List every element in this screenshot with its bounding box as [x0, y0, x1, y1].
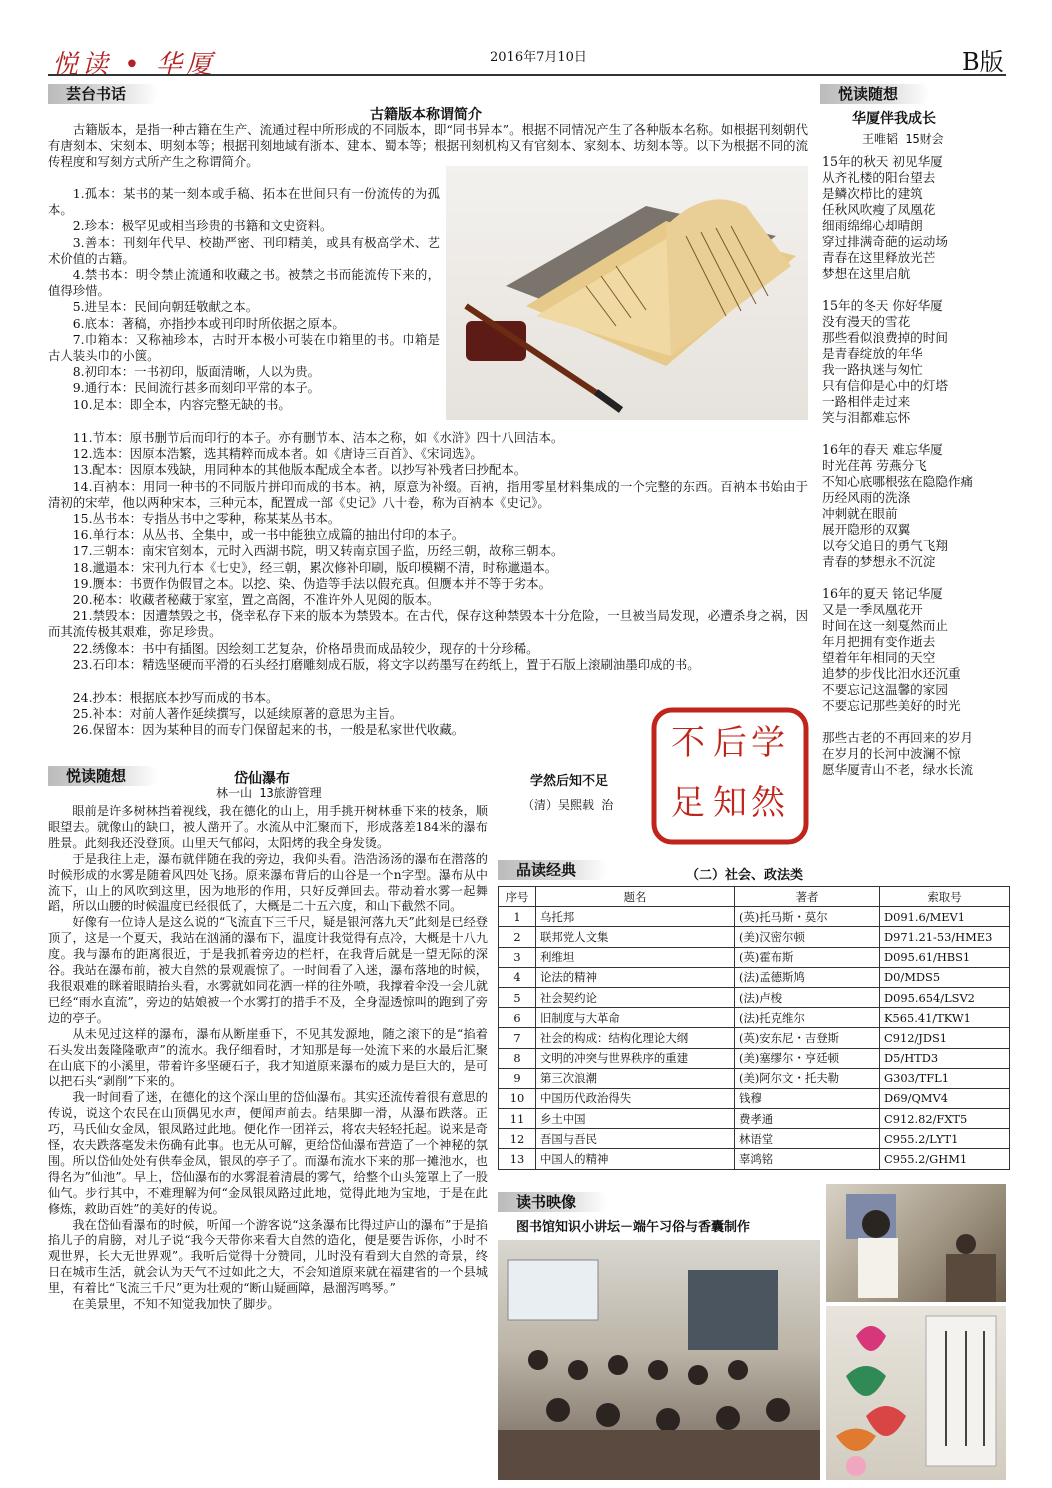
table-cell: 13 [499, 1149, 536, 1169]
poem-line: 青春的梦想永不沉淀 [822, 554, 936, 569]
table-cell: 10 [499, 1088, 536, 1108]
essay-paragraph: 我一时间看了迷，在德化的这个深山里的岱仙瀑布。其实还流传着很有意思的传说，说这个农民在山顶偶见水声，便闻声前去。结果脚一滑，从瀑布跌落。正巧，马氏仙女金凤，银凤路过此地。便化作一团祥云，将农夫轻轻托起。说来是奇怪，农夫跌落毫发未伤确有此事。也无从可解，更给岱仙瀑布营造了一个神秘的氛围。所以岱仙处处有供奉金凤，银凤的亭子了。而瀑布流水下来的那一摊池水，也得名为”仙池”。早上，岱仙瀑布的水雾混着清晨的雾气，给整个山头笼罩上了一股仙气。步行其中，不难理解为何“金凤银凤路过此地，觉得此地为宝地，于是在此修炼，救助百姓”的美好的传说。 [48, 1090, 488, 1216]
essay-body [48, 804, 488, 1313]
seal-char: 知 [713, 783, 747, 823]
section-label: 悦读随想 [838, 85, 899, 103]
poem-line: 不要忘记这温馨的家园 [822, 682, 948, 697]
seal-char: 不 [671, 723, 705, 763]
essay-paragraph: 在美景里，不知不知觉我加快了脚步。 [72, 1297, 280, 1312]
poem-author: 王唯韬 15财会 [862, 132, 944, 146]
poem-line: 不要忘记那些美好的时光 [822, 698, 961, 713]
poem-line: 不知心底哪根弦在隐隐作痛 [822, 474, 974, 489]
issue-date: 2016年7月10日 [490, 50, 587, 65]
section-tab-essay [48, 766, 158, 786]
table-cell: (英)霍布斯 [735, 947, 880, 967]
essay-paragraph: 从未见过这样的瀑布，瀑布从断崖垂下，不见其发源地，随之滚下的是“掐着石头发出轰隆隆歌声”的流水。我仔细看时，才知那是每一处流下来的水最后汇聚在山底下的小溪里，带着许多坚硬石子，我才知道原来瀑布的威力是巨大的，是可以把石头“剥削”下来的。 [48, 1026, 488, 1089]
section-label: 芸台书话 [66, 85, 127, 103]
table-cell: C912/JDS1 [880, 1028, 1010, 1048]
section-tab-poem [820, 84, 930, 104]
poem-line: 望着年年相同的天空 [822, 650, 936, 665]
table-cell: 社会的构成：结构化理论大纲 [536, 1028, 735, 1048]
section-label: 读书映像 [516, 1193, 577, 1211]
item-list-wide [48, 430, 808, 673]
list-item: 12.选本：因原本浩繁，选其精粹而成本者。如《唐诗三百首》、《宋词选》。 [72, 446, 483, 462]
speaker-illustration [826, 1184, 1006, 1302]
table-row [499, 1149, 1010, 1169]
list-item: 15.丛书本：专指丛书中之零种，称某某丛书本。 [72, 511, 341, 527]
poem-line: 在岁月的长河中波澜不惊 [822, 746, 961, 761]
poem-line: 细雨绵绵心却晴朗 [822, 218, 923, 233]
seal-stamp [650, 706, 810, 846]
essay-paragraph: 好像有一位诗人是这么说的“飞流直下三千尺，疑是银河落九天”此刻是已经登顶了，这是一个夏天，我站在汹涌的瀑布下，温度计我觉得有点冷，大概是十八九度。我与瀑布的距离很近，于是我抓着旁边的栏杆，在我背后就是一望无际的深谷。我站在瀑布前，被大自然的景观震惊了。一时间看了入迷，瀑布落地的时候，我很艰难的眯着眼睛抬头看，水雾就如同花洒一样的往外喷，我撑着伞没一会儿就已经“雨水直流”，旁边的姑娘被一个水雾打的措手不及，全身湿透惊叫的跑到了旁边的亭子。 [48, 915, 488, 1025]
masthead-rule [48, 74, 1006, 76]
section-tab-booklist [498, 860, 608, 880]
booklist-title: （二）社会、政法类 [686, 868, 804, 883]
item-list-narrow [48, 186, 440, 413]
photo-classroom [498, 1240, 820, 1480]
table-row [499, 947, 1010, 967]
table-cell: D095.654/LSV2 [880, 987, 1010, 1007]
list-item: 2.珍本：极罕见或相当珍贵的书籍和文史资料。 [72, 218, 333, 234]
list-item: 1.孤本：某书的某一刻本或手稿、拓本在世间只有一份流传的为孤本。 [48, 186, 440, 218]
poem-line: 梦想在这里启航 [822, 266, 911, 281]
essay-paragraph: 我在岱仙看瀑布的时候，听闻一个游客说“这条瀑布比得过庐山的瀑布”于是掐掐儿子的肩膀，对儿子说“我今天带你来看大自然的造化，便是要告诉你，小时不观世界，长大无世界观”。我听后觉得十分赞同，儿时没有看到大自然的奇景，终日在城市生活，就会认为天气不过如此之大，不会知道原来就在福建省的一个县城里，有着比“飞流三千尺”更为壮观的“断山疑画障，悬溜泻鸣琴。” [48, 1217, 488, 1296]
seal-illustration [650, 706, 810, 846]
table-cell: D5/HTD3 [880, 1048, 1010, 1068]
column-header: 序号 [499, 887, 536, 907]
table-row [499, 1028, 1010, 1048]
table-cell: C955.2/GHM1 [880, 1149, 1010, 1169]
section-label: 品读经典 [516, 861, 577, 879]
table-cell: 3 [499, 947, 536, 967]
poem-line: 没有漫天的雪花 [822, 314, 911, 329]
ancient-book-illustration [446, 166, 808, 420]
table-cell: 中国历代政治得失 [536, 1088, 735, 1108]
table-cell: G303/TFL1 [880, 1068, 1010, 1088]
poem-line: 笑与泪都难忘怀 [822, 410, 911, 425]
sachets-illustration [826, 1306, 1006, 1480]
table-cell: D095.61/HBS1 [880, 947, 1010, 967]
stanza-gap [822, 570, 1012, 586]
table-cell: 1 [499, 907, 536, 927]
table-cell: (美)阿尔文・托夫勒 [735, 1068, 880, 1088]
column-header: 题名 [536, 887, 735, 907]
essay-paragraph: 眼前是许多树林挡着视线，我在德化的山上，用手挑开树林垂下来的枝条，顺眼望去。就像山的缺口，被人凿开了。水流从中汇聚而下，形成落差184米的瀑布胜景。此刻我还没登顶。山里天气郁闷，太阳烤的我全身发烫。 [48, 804, 488, 850]
table-cell: 辜鸿铭 [735, 1149, 880, 1169]
table-cell: 12 [499, 1129, 536, 1149]
booklist-table [498, 886, 1010, 1170]
table-cell: 林语堂 [735, 1129, 880, 1149]
photos-caption: 图书馆知识小讲坛－端午习俗与香囊制作 [516, 1220, 751, 1235]
seal-caption: 学然后知不足 [530, 774, 609, 789]
poem-line: 从齐礼楼的阳台望去 [822, 170, 936, 185]
poem-line: 只有信仰是心中的灯塔 [822, 378, 948, 393]
poem-line: 时光荏苒 劳燕分飞 [822, 458, 927, 473]
section-label: 悦读随想 [66, 767, 127, 785]
table-cell: D971.21-53/HME3 [880, 927, 1010, 947]
stanza-gap [822, 282, 1012, 298]
list-item: 6.底本：著稿，亦指抄本或刊印时所依据之原本。 [72, 315, 345, 331]
table-cell: 11 [499, 1109, 536, 1129]
list-item: 14.百衲本：用同一种书的不同版片拼印而成的书本。衲，原意为补缀。百衲，指用零星材料集成的一个完整的东西。百衲本书始由于清初的宋荦，他以两种宋本，三种元本，配置成一部《史记》八十卷，称为百衲本《史记》。 [48, 478, 808, 510]
list-item: 5.进呈本：民间向朝廷敬献之本。 [72, 299, 259, 315]
column-header: 索取号 [880, 887, 1010, 907]
table-cell: 6 [499, 1008, 536, 1028]
table-row [499, 1048, 1010, 1068]
seal-char: 然 [751, 783, 785, 823]
column-header: 著者 [735, 887, 880, 907]
table-row [499, 1008, 1010, 1028]
table-cell: 钱穆 [735, 1088, 880, 1108]
list-item: 26.保留本：因为某种目的而专门保留起来的书，一般是私家世代收藏。 [72, 722, 465, 738]
table-row [499, 967, 1010, 987]
stanza-gap [822, 714, 1012, 730]
table-cell: K565.41/TKW1 [880, 1008, 1010, 1028]
poem-line: 一路相伴走过来 [822, 394, 911, 409]
table-row [499, 927, 1010, 947]
table-cell: 吾国与吾民 [536, 1129, 735, 1149]
table-cell: 旧制度与大革命 [536, 1008, 735, 1028]
essay-author: 林一山 13旅游管理 [216, 786, 322, 800]
poem-line: 是鳞次栉比的建筑 [822, 186, 923, 201]
table-row [499, 907, 1010, 927]
table-cell: C955.2/LYT1 [880, 1129, 1010, 1149]
article-title: 古籍版本称谓简介 [370, 107, 482, 123]
table-cell: (英)托马斯・莫尔 [735, 907, 880, 927]
table-cell: 联邦党人文集 [536, 927, 735, 947]
poem-line: 15年的秋天 初见华厦 [822, 154, 943, 169]
list-item: 4.禁书本：明令禁止流通和收藏之书。被禁之书而能流传下来的，值得珍惜。 [48, 267, 440, 299]
poem-line: 任秋风吹瘦了凤凰花 [822, 202, 936, 217]
poem-line: 以夸父追日的勇气飞翔 [822, 538, 948, 553]
poem-line: 历经风雨的洗涤 [822, 490, 911, 505]
list-item: 24.抄本：根据底本抄写而成的书本。 [72, 690, 279, 705]
seal-char: 学 [751, 723, 785, 763]
poem-line: 那些看似浪费掉的时间 [822, 330, 948, 345]
stanza-gap [822, 426, 1012, 442]
seal-char: 足 [671, 783, 705, 823]
seal-author: （清）吴熙载 治 [522, 798, 614, 812]
list-item: 8.初印本：一书初印，版面清晰，人以为贵。 [72, 364, 321, 380]
table-cell: 乌托邦 [536, 907, 735, 927]
intro-paragraph: 古籍版本，是指一种古籍在生产、流通过程中所形成的不同版本，即“同书异本”。根据不同情况产生了各种版本名称。如根据刊刻朝代有唐刻本、宋刻本、明刻本等；根据刊刻地域有浙本、建本、蜀本等；根据刊刻机构又有官刻本、家刻本、坊刻本等。以下为根据不同的流传程度和写刻方式所产生之称谓简介。 [48, 122, 808, 170]
table-cell: (法)孟德斯鸠 [735, 967, 880, 987]
table-row [499, 1129, 1010, 1149]
list-item: 21.禁毁本：因遭禁毁之书，侥幸私存下来的版本为禁毁本。在古代，保存这种禁毁本十分危险，一旦被当局发现，必遭杀身之祸，因而其流传极其艰难，弥足珍贵。 [48, 608, 808, 640]
list-item: 20.秘本：收藏者秘藏于家室，置之高阁，不准许外人见阅的版本。 [72, 592, 440, 608]
table-cell: 4 [499, 967, 536, 987]
poem-title: 华厦伴我成长 [852, 111, 936, 127]
list-item: 17.三朝本：南宋官刻本，元时入西湖书院，明又转南京国子监，历经三朝，故称三朝本。 [72, 543, 564, 559]
list-item: 13.配本：因原本残缺，用同种本的其他版本配成全本者。以抄写补残者曰抄配本。 [72, 462, 527, 478]
poem-line: 年月把拥有变作逝去 [822, 634, 936, 649]
table-cell: (美)塞缪尔・亨廷顿 [735, 1048, 880, 1068]
table-cell: (英)安东尼・吉登斯 [735, 1028, 880, 1048]
list-item: 22.绣像本：书中有插图。因绘刻工艺复杂，价格昂贵而成品较少，现存的十分珍稀。 [72, 640, 539, 656]
table-cell: D69/QMV4 [880, 1088, 1010, 1108]
table-cell: (法)托克维尔 [735, 1008, 880, 1028]
table-row [499, 1068, 1010, 1088]
article-intro [48, 122, 808, 171]
essay-paragraph: 于是我往上走，瀑布就伴随在我的旁边，我仰头看。浩浩汤汤的瀑布在潜落的时候形成的水雾是随着风四处飞扬。原来瀑布背后的山谷是一个n字型。瀑布从中流下，山上的风吹到这里，因为地形的作用，只好反弹回去。带动着水雾一起舞蹈，所以山腰的时候温度已经很低了，大概是二十五六度，和山下截然不同。 [48, 851, 488, 914]
table-cell: 乡土中国 [536, 1109, 735, 1129]
list-item: 19.赝本：书贾作伪假冒之本。以挖、染、伪造等手法以假充真。但赝本并不等于劣本。 [72, 575, 551, 591]
booklist-rows [499, 907, 1010, 1169]
list-item: 25.补本：对前人著作延续撰写，以延续原著的意思为主旨。 [72, 706, 403, 722]
table-cell: 社会契约论 [536, 987, 735, 1007]
table-row [499, 1088, 1010, 1108]
table-cell: 2 [499, 927, 536, 947]
poem-line: 冲刺就在眼前 [822, 506, 898, 521]
poem-line: 穿过排满奇葩的运动场 [822, 234, 948, 249]
poem-line: 青春在这里释放光芒 [822, 250, 936, 265]
list-item: 16.单行本：从丛书、全集中，或一书中能独立成篇的抽出付印的本子。 [72, 527, 465, 543]
poem-line: 时间在这一刻戛然而止 [822, 618, 948, 633]
table-cell: 第三次浪潮 [536, 1068, 735, 1088]
list-item: 23.石印本：精选坚硬而平滑的石头经打磨雕刻成石版，将文字以药墨写在药纸上，置于石版上滚刷油墨印成的书。 [72, 656, 700, 672]
edition-label: B版 [962, 48, 1004, 76]
table-row [499, 1109, 1010, 1129]
item-list-tail [48, 690, 638, 739]
table-cell: D091.6/MEV1 [880, 907, 1010, 927]
poem-line: 是青春绽放的年华 [822, 346, 923, 361]
poem-line: 追梦的步伐比汨水还沉重 [822, 666, 961, 681]
table-cell: 利维坦 [536, 947, 735, 967]
poem-line: 16年的夏天 铭记华厦 [822, 586, 943, 601]
table-cell: 论法的精神 [536, 967, 735, 987]
poem-body [822, 154, 1012, 778]
poem-line: 展开隐形的双翼 [822, 522, 911, 537]
list-item: 3.善本：刊刻年代早、校勘严密、刊印精美，或具有极高学术、艺术价值的古籍。 [48, 234, 440, 266]
classroom-illustration [498, 1240, 820, 1480]
table-cell: (法)卢梭 [735, 987, 880, 1007]
table-cell: (美)汉密尔顿 [735, 927, 880, 947]
list-item: 7.巾箱本：又称袖珍本，古时开本极小可装在巾箱里的书。巾箱是古人装头巾的小箧。 [48, 331, 440, 364]
table-cell: 7 [499, 1028, 536, 1048]
section-tab-yuntai [48, 84, 158, 104]
list-item: 18.邋遢本：宋刊九行本《七史》，经三朝，累次修补印刷，版印模糊不清，时称邋遢本。 [72, 559, 558, 575]
table-header-row [499, 887, 1010, 907]
photo-speaker [826, 1184, 1006, 1302]
section-tab-photos [498, 1192, 608, 1212]
ancient-book-photo [446, 166, 808, 420]
seal-char: 后 [713, 723, 747, 763]
poem-line: 我一路执迷与匆忙 [822, 362, 923, 377]
brand-title: 悦读 • 华厦 [52, 50, 216, 80]
list-item: 11.节本：原书删节后而印行的本子。亦有删节本、洁本之称，如《水浒》四十八回洁本。 [72, 430, 564, 445]
poem-line: 又是一季凤凰花开 [822, 602, 923, 617]
poem-line: 15年的冬天 你好华厦 [822, 298, 943, 313]
list-item: 9.通行本：民间流行甚多而刻印平常的本子。 [72, 380, 321, 396]
table-cell: D0/MDS5 [880, 967, 1010, 987]
table-cell: 中国人的精神 [536, 1149, 735, 1169]
list-item: 10.足本：即全本，内容完整无缺的书。 [72, 396, 291, 412]
poem-line: 愿华厦青山不老，绿水长流 [822, 762, 974, 777]
table-cell: 费孝通 [735, 1109, 880, 1129]
table-cell: 9 [499, 1068, 536, 1088]
poem-line: 16年的春天 难忘华厦 [822, 442, 943, 457]
essay-title: 岱仙瀑布 [234, 771, 290, 787]
table-row [499, 987, 1010, 1007]
poem-line: 那些古老的不再回来的岁月 [822, 730, 974, 745]
table-cell: 5 [499, 987, 536, 1007]
table-cell: 8 [499, 1048, 536, 1068]
photo-sachets [826, 1306, 1006, 1480]
table-cell: 文明的冲突与世界秩序的重建 [536, 1048, 735, 1068]
table-cell: C912.82/FXT5 [880, 1109, 1010, 1129]
